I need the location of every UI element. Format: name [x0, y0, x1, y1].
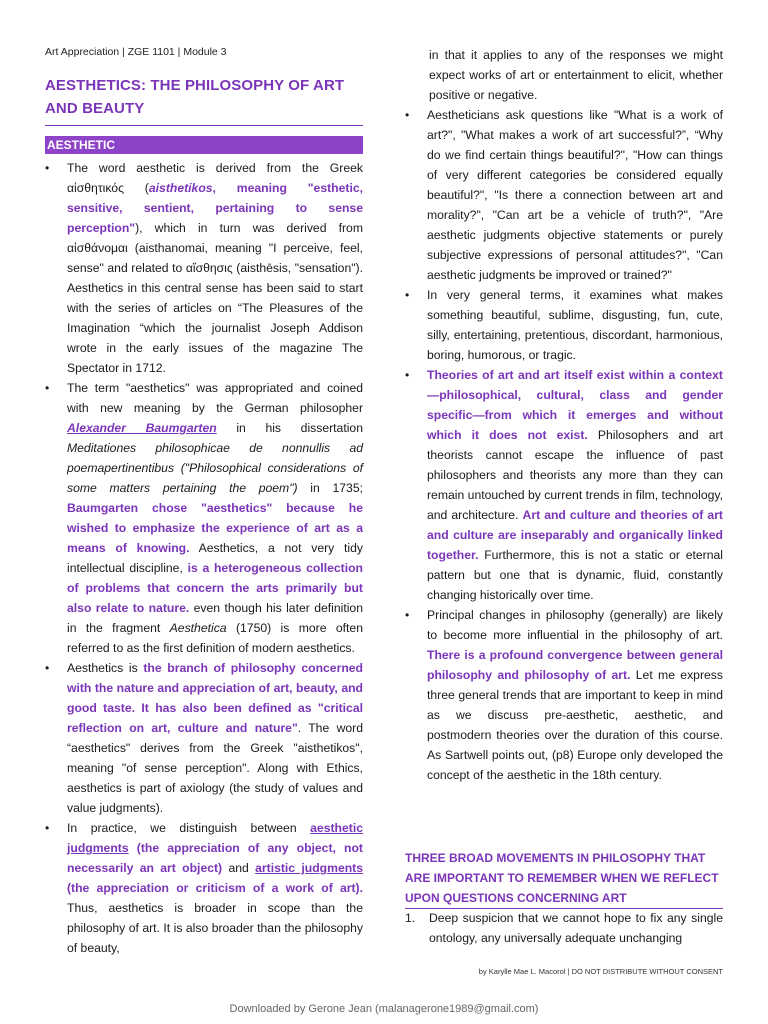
bullet-dot-icon: • — [405, 288, 410, 302]
bullet-text-run: . The word “aesthetics" derives from the Greek "aisthetikos", meaning "of sense perception". Along with Ethics, aesthetics is part of axiology (the study of values and value judgments). — [67, 721, 363, 815]
bullet-item — [45, 378, 363, 658]
page-title: AESTHETICS: THE PHILOSOPHY OF ART AND BEAUTY — [45, 77, 345, 117]
bullet-text-run: aesthetic judgments — [67, 821, 363, 855]
bullet-text-run: The term "aesthetics" was appropriated and coined with new meaning by the German philosopher — [67, 381, 363, 415]
bullet-text-run: In very general terms, it examines what makes something beautiful, sublime, disgusting, fun, cute, silly, entertaining, pretentious, discordant, harmonious, boring, humorous, or tragic. — [427, 288, 723, 362]
bullet-dot-icon: • — [45, 161, 50, 175]
bullet-item — [405, 105, 723, 285]
bullet-item — [45, 818, 363, 958]
title-divider — [45, 125, 363, 126]
right-continuation-text: in that it applies to any of the responses we might expect works of art or entertainment to elicit, whether positive or negative. — [429, 48, 723, 102]
bullet-item — [405, 605, 723, 785]
bullet-text-run: Thus, aesthetics is broader in scope than the philosophy of art. It is also broader than the philosophy of beauty, — [67, 901, 363, 955]
bullet-text-run: ), which in turn was derived from αἰσθάνομαι (aisthanomai, meaning "I perceive, feel, sense" and related to αἴσθησις (aisthēsis, "sensation"). Aesthetics in this central sense has been said to start with the series of articles on “The Pleasures of the Imagination “which the journalist Joseph Addison wrote in the early issues of the magazine The Spectator in 1712. — [67, 221, 363, 375]
bullet-text-run: Aesthetics, a not very tidy intellectual discipline, — [67, 541, 364, 575]
bullet-text-run: Aestheticians ask questions like "What is a work of art?", "What makes a work of art successful?”, “Why do we find certain things beautiful?", "How can things of very different categories be considered equally beautiful?", "Is there a connection between art and morality?", "Can art be a vehicle of truth?", "Are aesthetic judgments objective statements or purely subjective expressions of personal attitudes?", "Can aesthetic judgments be improved or trained?" — [427, 108, 723, 282]
right-bullet-list — [405, 105, 723, 785]
bullet-text-run: Principal changes in philosophy (generally) are likely to become more influential in the philosophy of art. — [427, 608, 723, 642]
bullet-text-run: Alexander Baumgarten — [67, 421, 217, 435]
bullet-text-run: Philosophers and art theorists cannot escape the influence of past philosophers and theorists any more than they can remain untouched by current trends in film, technology, and architecture. — [427, 428, 723, 522]
bullet-dot-icon: • — [405, 368, 410, 382]
bullet-item — [405, 285, 723, 365]
author-credit: by Karylle Mae L. Macorol | DO NOT DISTRIBUTE WITHOUT CONSENT — [478, 967, 723, 976]
bullet-text-run: Theories of art and art itself exist within a context—philosophical, cultural, class and gender specific—from which it emerges and without which it does not exist. — [427, 368, 723, 442]
bullet-text-run: Let me express three general trends that are important to keep in mind as we discuss pre-aesthetic, aesthetic, and postmodern theories over the duration of this course. As Sartwell points out, (p8) Europe only developed the concept of the aesthetic in the 18th century. — [427, 668, 723, 782]
bullet-text-run: (the appreciation or criticism of a work of art). — [67, 881, 363, 895]
course-header: Art Appreciation | ZGE 1101 | Module 3 — [45, 46, 227, 58]
bullet-item — [45, 658, 363, 818]
bullet-dot-icon: • — [405, 608, 410, 622]
bullet-text-run: , meaning "esthetic, sensitive, sentient, pertaining to sense perception" — [67, 181, 363, 235]
bullet-text-run: is a heterogeneous collection of problems that concern the arts primarily but also relate to nature. — [67, 561, 363, 615]
bullet-text-run: in his dissertation — [216, 421, 363, 435]
item-number: 1. — [405, 911, 416, 925]
bullet-text-run: The word aesthetic is derived from the Greek αἰσθητικός ( — [67, 161, 363, 195]
download-notice: Downloaded by Gerone Jean (malanagerone1989@gmail.com) — [229, 1003, 539, 1015]
bullet-text-run: Meditationes philosophicae de nonnullis ad poemapertinentibus ("Philosophical considerations of some matters pertaining the poem") — [67, 441, 363, 495]
bullet-text-run: (1750) is more often referred to as the first definition of modern aesthetics. — [67, 621, 363, 655]
bullet-item — [45, 158, 363, 378]
bullet-text-run: aisthetikos — [148, 181, 213, 195]
bullet-item — [405, 365, 723, 605]
bullet-text-run: artistic judgments — [255, 861, 364, 875]
bullet-text-run: the branch of philosophy concerned with the nature and appreciation of art, beauty, and good taste. It has also been defined as "critical reflection on art, culture and nature" — [67, 661, 363, 735]
bullet-text-run: in 1735; — [297, 481, 363, 495]
movements-numbered-list — [405, 908, 723, 948]
bullet-text-run: Aesthetics is — [67, 661, 144, 675]
movements-heading: THREE BROAD MOVEMENTS IN PHILOSOPHY THAT ARE IMPORTANT TO REMEMBER WHEN WE REFLECT UPON QUESTIONS CONCERNING ART — [405, 851, 719, 905]
bullet-dot-icon: • — [45, 661, 50, 675]
bullet-text-run: Art and culture and theories of art and culture are inseparably and organically linked together. — [427, 508, 723, 562]
bullet-dot-icon: • — [45, 821, 50, 835]
bullet-text-run: Furthermore, this is not a static or eternal pattern but one that is dynamic, fluid, constantly changing historically over time. — [427, 548, 723, 602]
bullet-text-run: and — [222, 861, 256, 875]
bullet-text-run: There is a profound convergence between general philosophy and philosophy of art. — [427, 648, 723, 682]
bullet-text-run: Aesthetica — [169, 621, 227, 635]
numbered-item — [405, 908, 723, 948]
item-text: Deep suspicion that we cannot hope to fix any single ontology, any universally adequate unchanging — [429, 911, 723, 945]
bullet-dot-icon: • — [45, 381, 50, 395]
bullet-text-run: Baumgarten chose "aesthetics" because he wished to emphasize the experience of art as a means of knowing. — [67, 501, 363, 555]
bullet-text-run: even though his later definition in the fragment — [67, 601, 363, 635]
section-heading-aesthetic: AESTHETIC — [45, 136, 363, 154]
bullet-dot-icon: • — [405, 108, 410, 122]
bullet-text-run: (the appreciation of any object, not necessarily an art object) — [67, 841, 363, 875]
left-bullet-list — [45, 158, 363, 958]
bullet-text-run: In practice, we distinguish between — [67, 821, 311, 835]
